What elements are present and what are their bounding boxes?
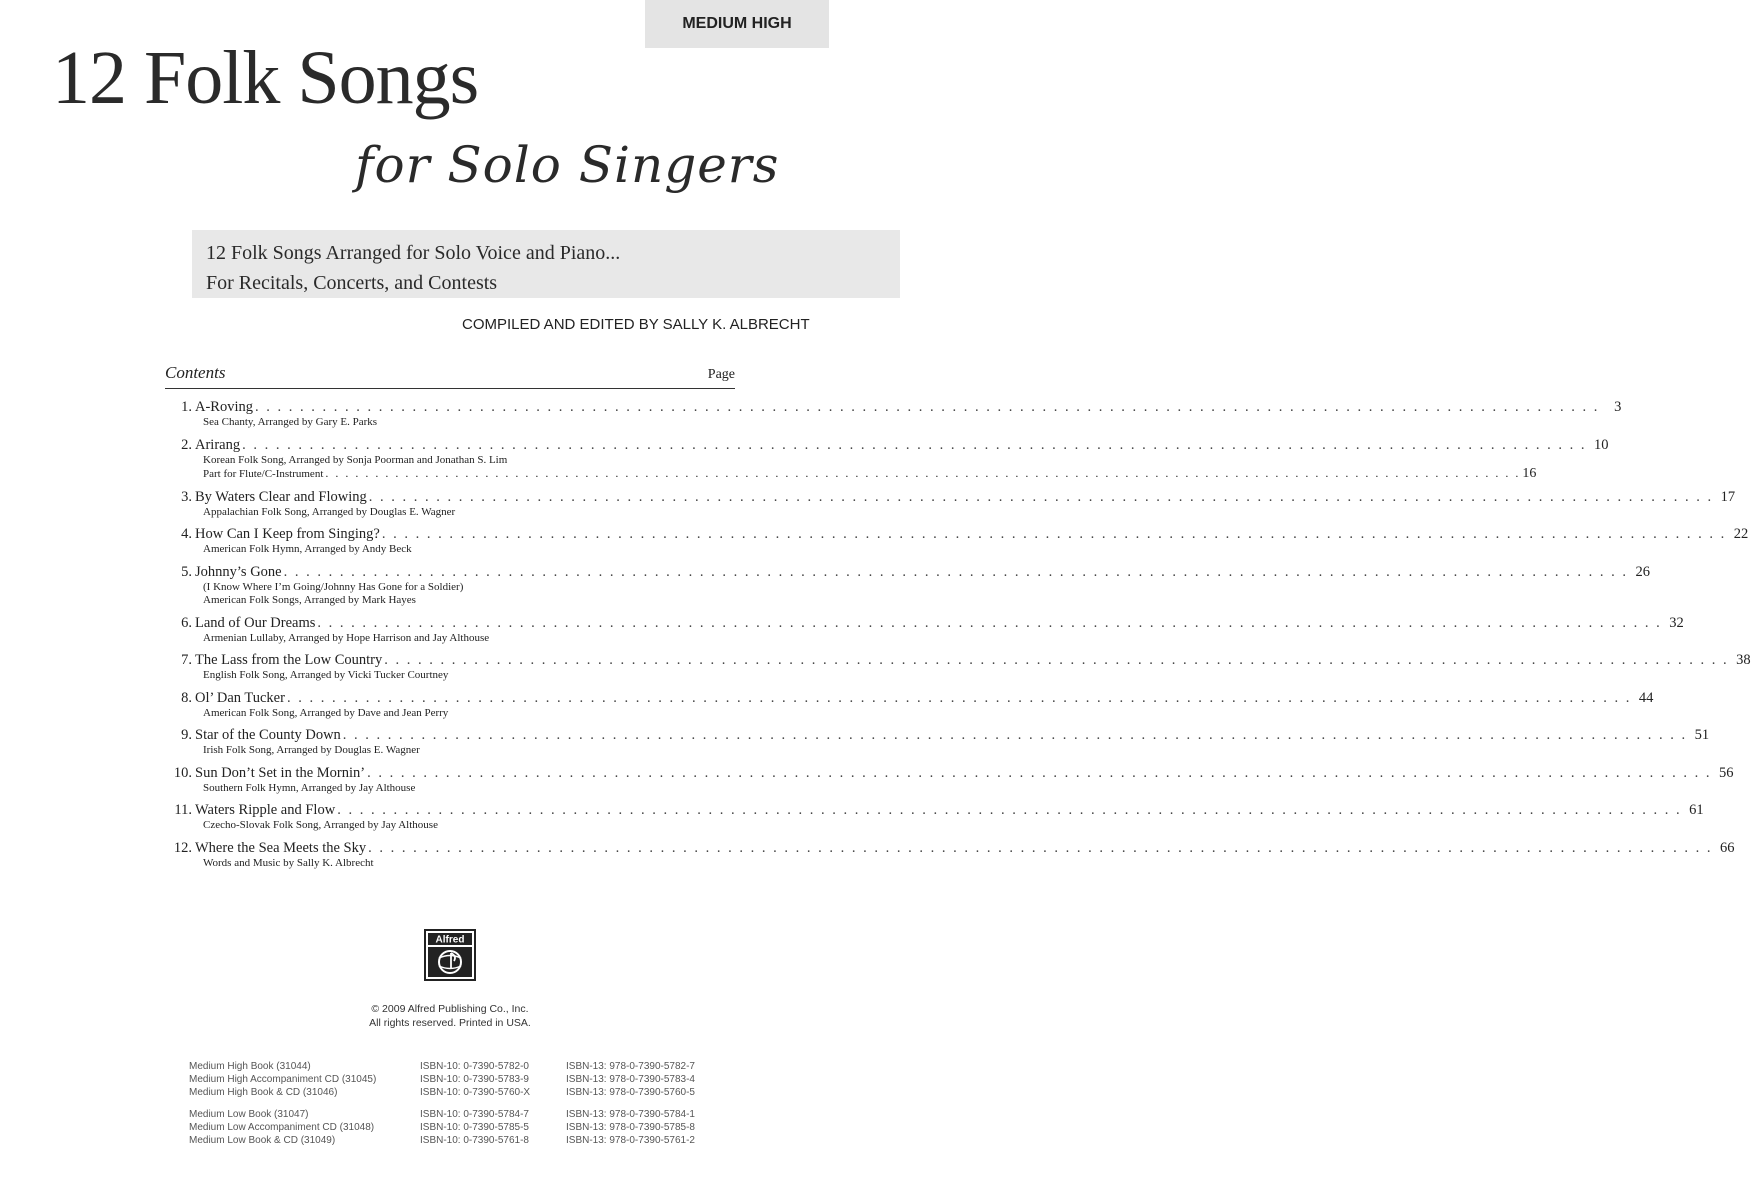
entry-number: 3. xyxy=(181,488,192,505)
entry-number: 10. xyxy=(173,764,192,781)
contents-entry xyxy=(165,727,1710,758)
dot-leader: . . . . . . . . . . . . . . . . . . . . . . . . . . . . . . . . . . . . . . . . . . . . . . . . . . . . . . . . . . . . . . . . . . . . . . . . . . . . . . . . . . . . . . . . . . . . . . . . . . . . . . . . . . . . . . . . . . . . . . . . xyxy=(381,526,1727,542)
logo-text: Alfred xyxy=(435,934,465,946)
contents-entry xyxy=(165,614,1684,646)
product-name: Medium Low Book (31047) xyxy=(189,1109,309,1120)
isbn-row xyxy=(189,1073,695,1086)
entry-number: 8. xyxy=(181,689,192,706)
arrangement-note: Korean Folk Song, Arranged by Sonja Poorman and Jonathan S. Lim xyxy=(203,453,508,466)
compiled-by: COMPILED AND EDITED BY SALLY K. ALBRECHT xyxy=(462,316,810,333)
dot-leader: . . . . . . . . . . . . . . . . . . . . . . . . . . . . . . . . . . . . . . . . . . . . . . . . . . . . . . . . . . . . . . . . . . . . . . . . . . . . . . . . . . . . . . . . . . . . . . . . . . . . . . . . . . . . . . . . . . . . . . . . xyxy=(255,399,1600,415)
isbn-13: ISBN-13: 978-0-7390-5782-7 xyxy=(566,1061,695,1072)
tagline-box xyxy=(192,230,900,298)
song-title: A-Roving xyxy=(195,399,253,415)
page-number: 16 xyxy=(1522,466,1537,481)
song-title: Waters Ripple and Flow xyxy=(195,802,336,818)
entry-number: 4. xyxy=(181,526,192,542)
entry-row xyxy=(165,526,1749,543)
entry-row xyxy=(165,839,1735,857)
page-number: 38 xyxy=(1736,652,1751,668)
dot-leader: . . . . . . . . . . . . . . . . . . . . . . . . . . . . . . . . . . . . . . . . . . . . . . . . . . . . . . . . . . . . . . . . . . . . . . . . . . . . . . . . . . . . . . . . . . . . . . . . . . . . . . . . . . . . . . . . . . . . . . . . xyxy=(342,727,1688,743)
dot-leader: . . . . . . . . . . . . . . . . . . . . . . . . . . . . . . . . . . . . . . . . . . . . . . . . . . . . . . . . . . . . . . . . . . . . . . . . . . . . . . . . . . . . . . . . . . . . . . . . . . . . . . . . . . . . . . . . . . . . . . . . xyxy=(337,802,1682,818)
arrangement-note: (I Know Where I’m Going/Johnny Has Gone for a Soldier) xyxy=(203,580,464,593)
instrument-part-row xyxy=(203,466,1537,482)
isbn-group xyxy=(189,1060,695,1099)
isbn-13: ISBN-13: 978-0-7390-5784-1 xyxy=(566,1109,695,1120)
entry-row xyxy=(165,563,1650,581)
entry-row xyxy=(165,436,1609,454)
contents-entry xyxy=(165,563,1650,608)
entry-row xyxy=(165,727,1710,744)
product-name: Medium High Accompaniment CD (31045) xyxy=(189,1074,377,1085)
song-title: How Can I Keep from Singing? xyxy=(195,526,380,542)
entry-row xyxy=(165,614,1684,632)
dot-leader: . . . . . . . . . . . . . . . . . . . . . . . . . . . . . . . . . . . . . . . . . . . . . . . . . . . . . . . . . . . . . . . . . . . . . . . . . . . . . . . . . . . . . . . . . . . . . . . . . . . . . . . . . . . . . . . . . . . . . . . . xyxy=(242,436,1587,453)
entry-row xyxy=(165,652,1751,669)
song-title: Sun Don’t Set in the Mornin’ xyxy=(195,764,366,781)
dot-leader: . . . . . . . . . . . . . . . . . . . . . . . . . . . . . . . . . . . . . . . . . . . . . . . . . . . . . . . . . . . . . . . . . . . . . . . . . . . . . . . . . . . . . . . . . . . . . . . . . . . . . . . . . . . . . . . . . . . . . . . . xyxy=(368,839,1713,856)
entry-number: 11. xyxy=(174,802,192,818)
entry-row xyxy=(165,488,1736,506)
dot-leader: . . . . . . . . . . . . . . . . . . . . . . . . . . . . . . . . . . . . . . . . . . . . . . . . . . . . . . . . . . . . . . . . . . . . . . . . . . . . . . . . . . . . . . . . . . . . . . . . . . . . . . . . . . . . . . . . . . . . . . . . xyxy=(317,614,1662,631)
entry-number: 9. xyxy=(181,727,192,743)
arrangement-note: English Folk Song, Arranged by Vicki Tucker Courtney xyxy=(203,669,449,681)
song-title: By Waters Clear and Flowing xyxy=(195,488,367,505)
page-column-label: Page xyxy=(707,367,735,382)
table-of-contents xyxy=(165,363,1751,877)
song-title: Ol’ Dan Tucker xyxy=(195,689,285,706)
entry-number: 5. xyxy=(181,563,192,580)
contents-entry xyxy=(165,652,1751,683)
isbn-list xyxy=(189,1060,695,1156)
product-name: Medium Low Book & CD (31049) xyxy=(189,1135,336,1146)
entry-number: 1. xyxy=(181,399,192,415)
dot-leader: . . . . . . . . . . . . . . . . . . . . . . . . . . . . . . . . . . . . . . . . . . . . . . . . . . . . . . . . . . . . . . . . . . . . . . . . . . . . . . . . . . . . . . . . . . . . . . . . . . . . . . . . . . . . . . . . . . . . . . . . xyxy=(286,689,1632,706)
isbn-row xyxy=(189,1108,695,1121)
entry-row xyxy=(165,689,1654,707)
voice-range-label: MEDIUM HIGH xyxy=(645,0,829,48)
page-number: 32 xyxy=(1669,614,1684,631)
page-number: 66 xyxy=(1720,839,1735,856)
copyright-line-2: All rights reserved. Printed in USA. xyxy=(369,1017,531,1029)
arrangement-note: American Folk Song, Arranged by Dave and Jean Perry xyxy=(203,706,449,719)
arrangement-note: Czecho-Slovak Folk Song, Arranged by Jay Althouse xyxy=(203,819,438,831)
page-number: 56 xyxy=(1718,764,1734,781)
entry-number: 6. xyxy=(181,614,192,631)
song-title: Where the Sea Meets the Sky xyxy=(195,839,367,856)
isbn-group xyxy=(189,1108,695,1147)
entry-number: 12. xyxy=(173,839,192,856)
song-title: Land of Our Dreams xyxy=(195,614,316,631)
page-number: 10 xyxy=(1593,436,1609,453)
dot-leader: . . . . . . . . . . . . . . . . . . . . . . . . . . . . . . . . . . . . . . . . . . . . . . . . . . . . . . . . . . . . . . . . . . . . . . . . . . . . . . . . . . . . . . . . . . . . . . . . . . . . . . . . . . . . . . . . . . . . . . . . xyxy=(384,652,1729,668)
contents-entry xyxy=(165,802,1704,833)
isbn-10: ISBN-10: 0-7390-5783-9 xyxy=(420,1074,529,1085)
isbn-row xyxy=(189,1121,695,1134)
copyright-notice xyxy=(300,1002,600,1030)
entry-number: 7. xyxy=(181,652,192,668)
contents-header xyxy=(165,363,735,389)
isbn-10: ISBN-10: 0-7390-5760-X xyxy=(420,1087,531,1098)
isbn-10: ISBN-10: 0-7390-5785-5 xyxy=(420,1122,529,1133)
isbn-row xyxy=(189,1086,695,1099)
book-subtitle: for Solo Singers xyxy=(355,136,780,194)
contents-entry xyxy=(165,839,1735,871)
page-number: 44 xyxy=(1638,689,1654,706)
isbn-13: ISBN-13: 978-0-7390-5761-2 xyxy=(566,1135,695,1146)
isbn-10: ISBN-10: 0-7390-5782-0 xyxy=(420,1061,529,1072)
entry-row xyxy=(165,802,1704,819)
arrangement-note: Southern Folk Hymn, Arranged by Jay Althouse xyxy=(203,781,416,794)
product-name: Medium Low Accompaniment CD (31048) xyxy=(189,1122,375,1133)
isbn-13: ISBN-13: 978-0-7390-5783-4 xyxy=(566,1074,695,1085)
arrangement-note: Appalachian Folk Song, Arranged by Douglas E. Wagner xyxy=(203,505,456,518)
isbn-row xyxy=(189,1060,695,1073)
arrangement-note: American Folk Hymn, Arranged by Andy Beck xyxy=(203,543,412,555)
page-number: 61 xyxy=(1689,802,1704,818)
contents-entry xyxy=(165,764,1734,796)
tagline-line-1: 12 Folk Songs Arranged for Solo Voice and Piano... xyxy=(206,242,621,264)
entry-row xyxy=(165,399,1622,416)
isbn-13: ISBN-13: 978-0-7390-5760-5 xyxy=(566,1087,695,1098)
contents-entry xyxy=(165,436,1609,482)
product-name: Medium High Book & CD (31046) xyxy=(189,1087,338,1098)
arrangement-note: American Folk Songs, Arranged by Mark Hayes xyxy=(203,594,416,606)
page-number: 51 xyxy=(1694,727,1710,743)
tagline-line-2: For Recitals, Concerts, and Contests xyxy=(206,272,498,294)
page-number: 17 xyxy=(1720,488,1736,505)
copyright-line-1: © 2009 Alfred Publishing Co., Inc. xyxy=(371,1003,529,1015)
book-title: 12 Folk Songs xyxy=(52,36,479,120)
dot-leader: . . . . . . . . . . . . . . . . . . . . . . . . . . . . . . . . . . . . . . . . . . . . . . . . . . . . . . . . . . . . . . . . . . . . . . . . . . . . . . . . . . . . . . . . . . . . . . . . . . . . . . . . . . . . . . . . . . . . . . . . xyxy=(367,764,1712,781)
isbn-10: ISBN-10: 0-7390-5761-8 xyxy=(420,1135,529,1146)
page-number: 26 xyxy=(1635,563,1650,580)
product-name: Medium High Book (31044) xyxy=(189,1061,311,1072)
contents-entry xyxy=(165,399,1622,430)
contents-entry xyxy=(165,488,1736,520)
song-title: Arirang xyxy=(195,436,241,453)
dot-leader: . . . . . . . . . . . . . . . . . . . . . . . . . . . . . . . . . . . . . . . . . . . . . . . . . . . . . . . . . . . . . . . . . . . . . . . . . . . . . . . . . . . . . . . . . . . . . . . . . . . . . . . . . . . . . . . . . . . . . . . . xyxy=(368,488,1714,505)
entry-row xyxy=(165,764,1734,782)
page-number: 3 xyxy=(1614,399,1622,415)
arrangement-note: Armenian Lullaby, Arranged by Hope Harrison and Jay Althouse xyxy=(203,631,490,644)
isbn-10: ISBN-10: 0-7390-5784-7 xyxy=(420,1109,529,1120)
page-number: 22 xyxy=(1733,526,1749,542)
arrangement-note: Irish Folk Song, Arranged by Douglas E. Wagner xyxy=(203,744,420,756)
entry-number: 2. xyxy=(181,436,192,453)
instrument-part-title: Part for Flute/C-Instrument xyxy=(203,468,324,480)
arrangement-note: Words and Music by Sally K. Albrecht xyxy=(203,856,374,869)
contents-entry xyxy=(165,526,1749,557)
arrangement-note: Sea Chanty, Arranged by Gary E. Parks xyxy=(203,416,378,428)
dot-leader: . . . . . . . . . . . . . . . . . . . . . . . . . . . . . . . . . . . . . . . . . . . . . . . . . . . . . . . . . . . . . . . . . . . . . . . . . . . . . . . . . . . . . . . . . . . . . . . . . . . . . . . . . . . . . . . . . . . . . . . . xyxy=(283,563,1628,580)
contents-heading: Contents xyxy=(165,363,226,382)
isbn-row xyxy=(189,1134,695,1147)
contents-entries xyxy=(165,399,1751,870)
contents-entry xyxy=(165,689,1654,721)
isbn-13: ISBN-13: 978-0-7390-5785-8 xyxy=(566,1122,695,1133)
alfred-logo xyxy=(424,929,476,981)
dot-leader: . . . . . . . . . . . . . . . . . . . . . . . . . . . . . . . . . . . . . . . . . . . . . . . . . . . . . . . . . . . . . . . . . . . . . . . . . . . . . . . . . . . . . . . . . . . . . . . . . . . . . . . . . . . . . . . . . . . . . . . . xyxy=(325,466,1521,480)
song-title: Star of the County Down xyxy=(195,727,341,743)
song-title: Johnny’s Gone xyxy=(195,563,282,580)
song-title: The Lass from the Low Country xyxy=(195,652,383,668)
